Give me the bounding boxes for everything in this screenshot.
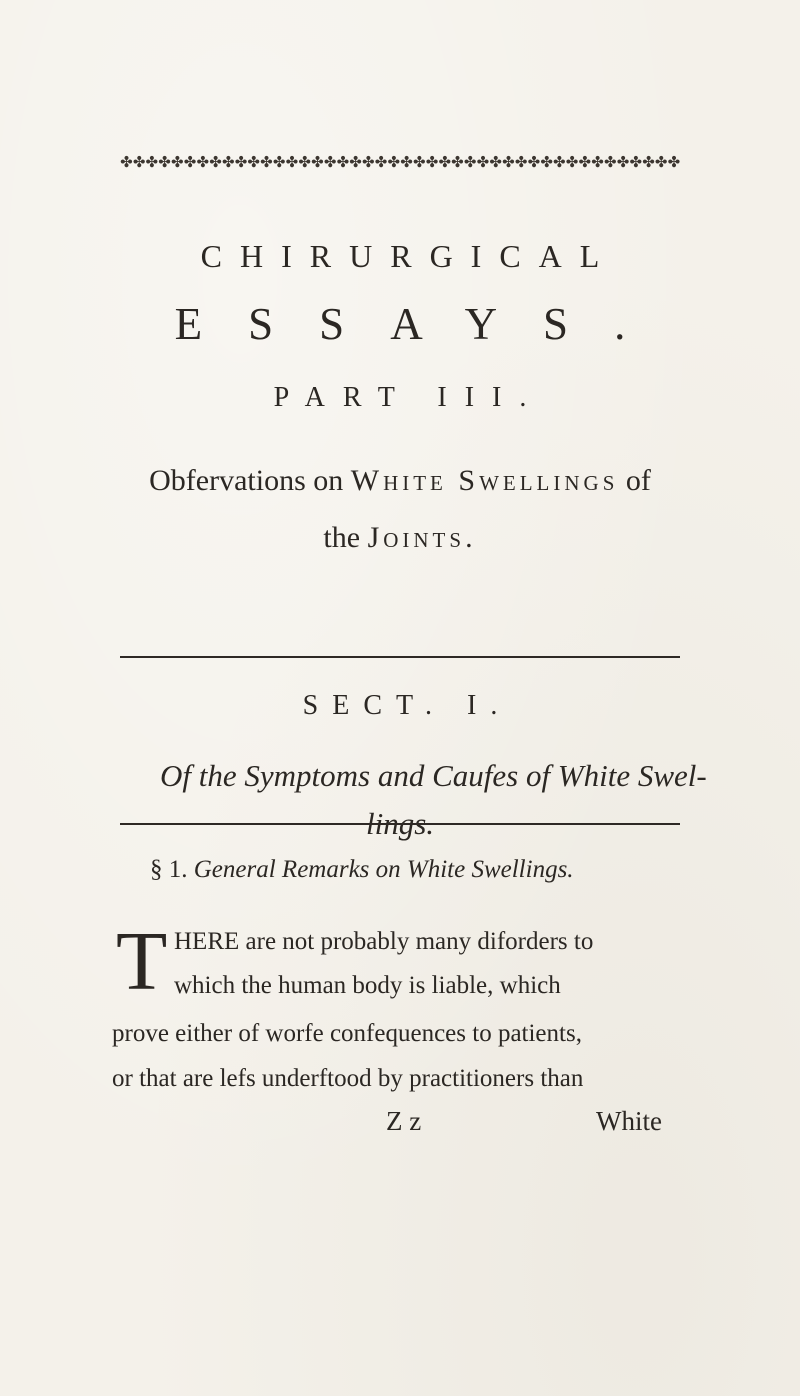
ornament-glyph: ✤ [476, 153, 490, 171]
divider-rule-top [120, 656, 680, 658]
subsection-title: General Remarks on White Swellings. [193, 856, 574, 883]
subsection-heading [150, 856, 574, 884]
ornament-glyph: ✤ [553, 153, 566, 171]
subtitle-line-1 [0, 464, 800, 498]
subtitle-line-2 [0, 521, 800, 555]
ornament-glyph: ✤ [209, 153, 222, 171]
ornament-glyph: ✤ [502, 153, 515, 171]
title-essays: ESSAYS. [174, 299, 672, 349]
subtitle-of: of [618, 464, 651, 497]
body-line: or that are lefs underftood by practitioners than [112, 1065, 584, 1092]
divider-rule-bottom [120, 823, 680, 825]
ornament-glyph: ✤ [438, 153, 452, 171]
title-chirurgical: CHIRURGICAL [200, 238, 618, 274]
subsection-number: § 1. [150, 856, 188, 883]
ornament-glyph: ✤ [171, 153, 184, 171]
section-label: SECT. I. [302, 690, 512, 721]
ornament-glyph: ✤ [132, 153, 146, 171]
ornament-glyph: ✤ [412, 153, 426, 171]
catchword: White [596, 1106, 662, 1136]
ornament-glyph: ✤ [425, 153, 439, 171]
ornament-glyph: ✤ [667, 153, 680, 171]
subtitle-prefix: Obfervations on [149, 464, 351, 497]
ornament-glyph: ✤ [260, 153, 273, 171]
ornament-glyph: ✤ [272, 153, 286, 171]
ornament-glyph: ✤ [183, 153, 197, 171]
subtitle-white-swellings: White Swellings [350, 464, 619, 497]
ornament-glyph: ✤ [489, 153, 502, 171]
ornament-glyph: ✤ [514, 153, 528, 171]
ornament-glyph: ✤ [362, 153, 375, 171]
ornament-glyph: ✤ [145, 153, 159, 171]
ornament-glyph: ✤ [298, 153, 311, 171]
signature-mark: Z z [386, 1106, 422, 1136]
ornament-glyph: ✤ [642, 153, 655, 171]
ornament-glyph: ✤ [285, 153, 299, 171]
ornament-glyph: ✤ [221, 153, 235, 171]
ornament-glyph: ✤ [234, 153, 248, 171]
body-line: HERE are not probably many diforders to [174, 928, 594, 955]
ornament-glyph: ✤ [591, 153, 604, 171]
subtitle-the: the [323, 521, 368, 554]
ornament-glyph: ✤ [578, 153, 592, 171]
ornament-glyph: ✤ [629, 153, 643, 171]
ornament-glyph: ✤ [527, 153, 541, 171]
ornament-glyph: ✤ [400, 153, 413, 171]
ornament-glyph: ✤ [616, 153, 630, 171]
ornament-glyph: ✤ [374, 153, 388, 171]
subtitle-joints: Joints. [367, 521, 477, 554]
ornament-glyph: ✤ [540, 153, 553, 171]
ornament-glyph: ✤ [387, 153, 401, 171]
ornament-glyph: ✤ [349, 153, 362, 171]
ornament-glyph: ✤ [323, 153, 337, 171]
drop-capital: T [116, 915, 168, 1008]
ornament-glyph: ✤ [247, 153, 260, 171]
ornament-glyph: ✤ [158, 153, 171, 171]
section-title [160, 752, 707, 848]
ornament-glyph: ✤ [565, 153, 579, 171]
ornament-glyph: ✤ [463, 153, 477, 171]
title-part: PART III. [273, 382, 545, 413]
ornament-glyph: ✤ [654, 153, 668, 171]
section-title-line-2: lings. [365, 806, 435, 841]
ornament-glyph: ✤ [603, 153, 617, 171]
ornament-glyph: ✤ [120, 153, 133, 171]
ornament-border [120, 150, 680, 174]
ornament-glyph: ✤ [196, 153, 210, 171]
body-line: which the human body is liable, which [174, 972, 561, 999]
ornament-glyph: ✤ [451, 153, 464, 171]
body-line: prove either of worfe confequences to patients, [112, 1020, 582, 1047]
ornament-glyph: ✤ [311, 153, 324, 171]
section-title-line-1: Of the Symptoms and Caufes of White Swel- [160, 758, 707, 793]
ornament-glyph: ✤ [336, 153, 350, 171]
